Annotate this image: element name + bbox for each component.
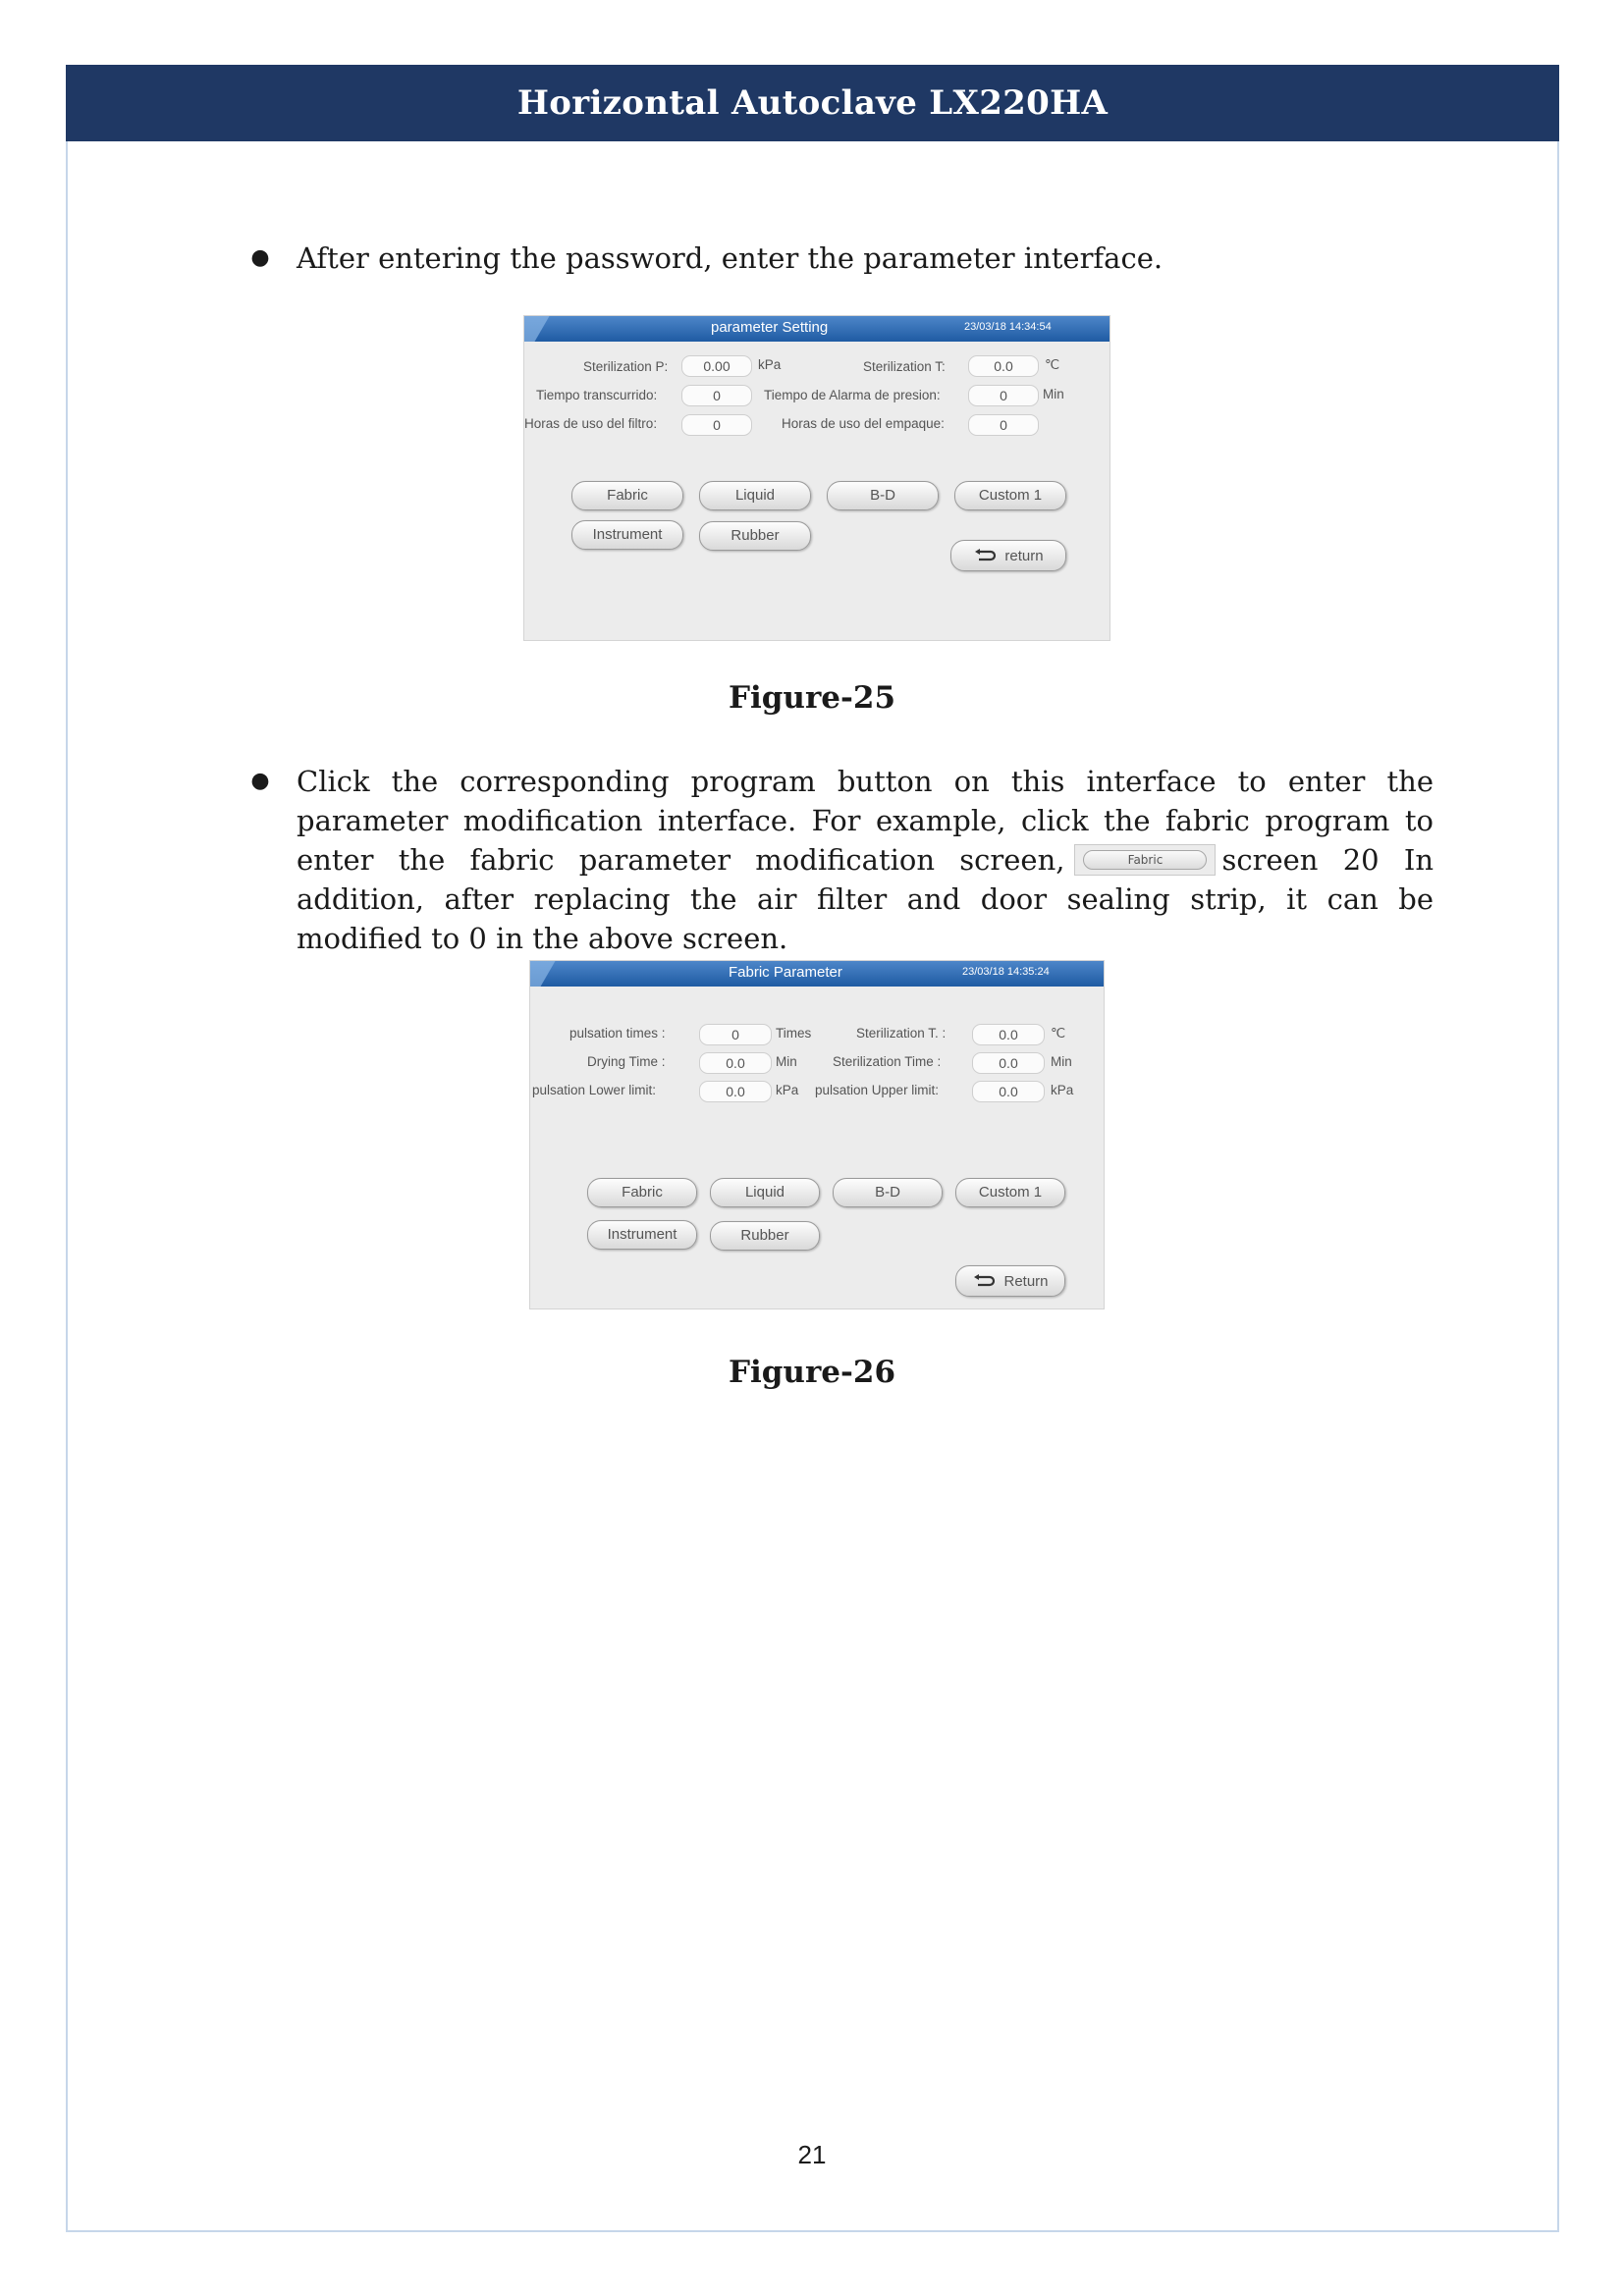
page-header — [66, 65, 1559, 141]
bullet-text-after: screen 20 In addition, after replacing the air filter and door sealing strip, it can be modified to 0 in the above screen. — [297, 843, 1434, 955]
ster-t-label: Sterilization T: — [863, 359, 946, 374]
return-label: return — [1004, 547, 1044, 564]
ster-t-unit: ℃ — [1051, 1026, 1066, 1041]
ster-t-label: Sterilization T. : — [856, 1026, 947, 1041]
ster-time-label: Sterilization Time : — [833, 1054, 942, 1069]
pulsation-times-field[interactable]: 0 — [699, 1024, 772, 1045]
ster-p-unit: kPa — [758, 357, 782, 372]
page-number: 21 — [797, 2140, 827, 2169]
fabric-parameter-screenshot — [529, 960, 1105, 1309]
ster-p-label: Sterilization P: — [583, 359, 669, 374]
liquid-button[interactable]: Liquid — [699, 481, 811, 510]
ster-p-field[interactable]: 0.00 — [681, 355, 752, 377]
fabric-button[interactable]: Fabric — [571, 481, 683, 510]
screen-datetime: 23/03/18 14:35:24 — [962, 966, 1050, 978]
instrument-button[interactable]: Instrument — [571, 520, 683, 550]
bullet-dot-icon: ● — [250, 769, 270, 793]
ster-t-unit: ℃ — [1045, 357, 1060, 372]
liquid-button[interactable]: Liquid — [710, 1178, 820, 1207]
filtro-field[interactable]: 0 — [681, 414, 752, 436]
lower-limit-unit: kPa — [776, 1083, 799, 1097]
alarma-label: Tiempo de Alarma de presion: — [764, 388, 941, 402]
bullet-item-1 — [245, 239, 1434, 278]
lower-limit-label: pulsation Lower limit: — [532, 1083, 657, 1097]
custom1-button[interactable]: Custom 1 — [954, 481, 1066, 510]
instrument-button[interactable]: Instrument — [587, 1220, 697, 1250]
filtro-label: Horas de uso del filtro: — [524, 416, 658, 431]
empaque-field[interactable]: 0 — [968, 414, 1039, 436]
return-button[interactable] — [955, 1265, 1065, 1297]
custom1-button[interactable]: Custom 1 — [955, 1178, 1065, 1207]
upper-limit-unit: kPa — [1051, 1083, 1074, 1097]
bd-button[interactable]: B-D — [827, 481, 939, 510]
figure-25-caption: Figure-25 — [728, 680, 896, 716]
pulsation-times-label: pulsation times : — [569, 1026, 666, 1041]
bullet-text: After entering the password, enter the parameter interface. — [297, 241, 1164, 275]
ster-time-field[interactable]: 0.0 — [972, 1052, 1045, 1074]
screen-title: Fabric Parameter — [729, 964, 842, 981]
pulsation-times-unit: Times — [776, 1026, 812, 1041]
lower-limit-field[interactable]: 0.0 — [699, 1081, 772, 1102]
upper-limit-label: pulsation Upper limit: — [815, 1083, 940, 1097]
bd-button[interactable]: B-D — [833, 1178, 943, 1207]
rubber-button[interactable]: Rubber — [699, 521, 811, 551]
ster-t-field[interactable]: 0.0 — [972, 1024, 1045, 1045]
inline-fabric-label: Fabric — [1083, 850, 1207, 870]
return-arrow-icon — [973, 549, 997, 562]
return-button[interactable] — [950, 540, 1066, 571]
return-arrow-icon — [972, 1274, 996, 1288]
bullet-dot-icon: ● — [250, 245, 270, 270]
drying-time-field[interactable]: 0.0 — [699, 1052, 772, 1074]
tiempo-field[interactable]: 0 — [681, 385, 752, 406]
screen-datetime: 23/03/18 14:34:54 — [964, 321, 1052, 333]
empaque-label: Horas de uso del empaque: — [782, 416, 945, 431]
drying-time-label: Drying Time : — [587, 1054, 666, 1069]
ster-time-unit: Min — [1051, 1054, 1072, 1069]
rubber-button[interactable]: Rubber — [710, 1221, 820, 1251]
drying-time-unit: Min — [776, 1054, 797, 1069]
page-title: Horizontal Autoclave LX220HA — [516, 83, 1109, 123]
bullet-text — [297, 762, 1434, 958]
fabric-button[interactable]: Fabric — [587, 1178, 697, 1207]
alarma-unit: Min — [1043, 387, 1064, 401]
tiempo-label: Tiempo transcurrido: — [536, 388, 658, 402]
parameter-setting-screenshot — [523, 315, 1110, 641]
return-label: Return — [1003, 1272, 1049, 1290]
ster-t-field[interactable]: 0.0 — [968, 355, 1039, 377]
upper-limit-field[interactable]: 0.0 — [972, 1081, 1045, 1102]
figure-26-caption: Figure-26 — [728, 1355, 896, 1390]
bullet-text-before: Click the corresponding program button on this interface to enter the parameter modification interface. For example, click the fabric program to enter the fabric parameter modification screen, — [297, 765, 1434, 877]
screen-title: parameter Setting — [711, 319, 829, 336]
bullet-item-2 — [245, 762, 1434, 958]
inline-fabric-button — [1074, 844, 1216, 876]
alarma-field[interactable]: 0 — [968, 385, 1039, 406]
